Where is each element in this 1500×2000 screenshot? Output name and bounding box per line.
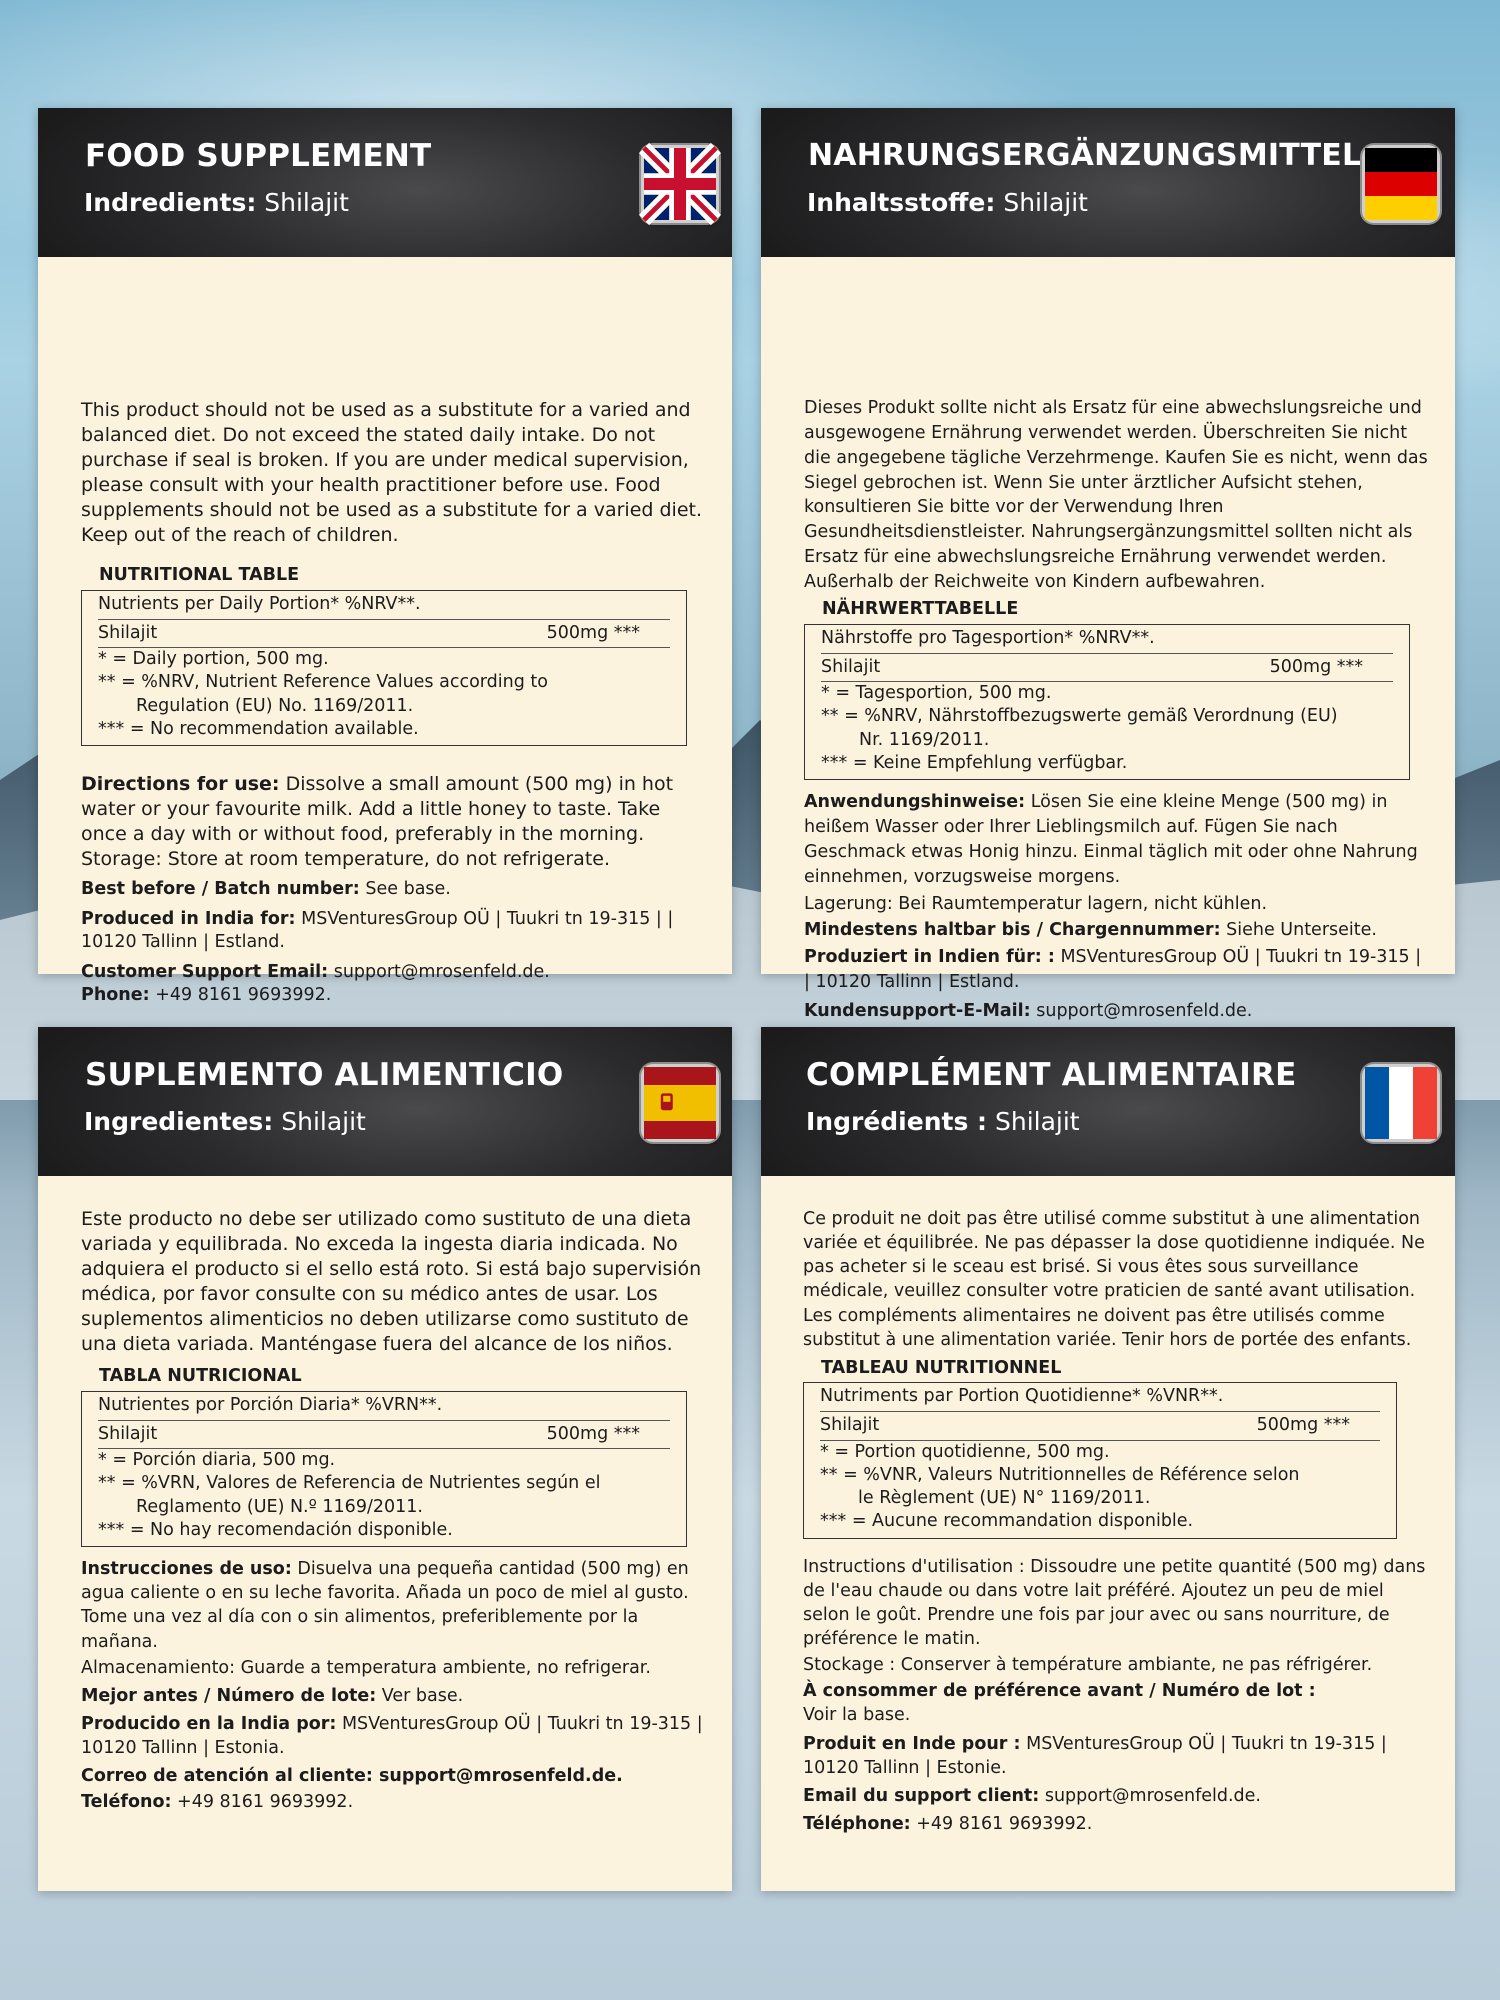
best-before-text <box>81 1684 708 1708</box>
label-card-french <box>761 1027 1455 1891</box>
table-row <box>98 1420 670 1449</box>
best-before-label: Best before / Batch number: <box>81 879 360 900</box>
footnote: * = Portion quotidienne, 500 mg. <box>820 1441 1110 1462</box>
support-email-label: Email du support client: <box>803 1785 1040 1806</box>
row-value: 500mg *** <box>1256 1415 1350 1436</box>
card-header <box>761 108 1455 257</box>
spanish-flag-icon <box>644 1067 716 1139</box>
producer-text <box>81 908 708 955</box>
row-name: Shilajit <box>98 622 158 643</box>
label-card-spanish <box>38 1027 732 1891</box>
producer-value: MSVenturesGroup OÜ | Tuukri tn 19-315 | 10120 Tallinn | Estonie. <box>803 1733 1387 1778</box>
directions-label: Instrucciones de uso: <box>81 1559 292 1580</box>
nutrition-table-header: Nutrientes por Porción Diaria* %VRN**. <box>98 1394 443 1415</box>
footnote: * = Porción diaria, 500 mg. <box>98 1450 336 1471</box>
phone-value: +49 8161 9693992. <box>171 1792 354 1813</box>
producer-label: Produit en Inde pour : <box>803 1733 1021 1754</box>
footnote-continued: Regulation (EU) No. 1169/2011. <box>136 695 414 716</box>
card-title: NAHRUNGSERGÄNZUNGSMITTEL <box>808 138 1362 173</box>
nutrition-table-header: Nährstoffe pro Tagesportion* %NRV**. <box>821 627 1155 648</box>
card-header <box>761 1027 1455 1176</box>
producer-value: MSVenturesGroup OÜ | Tuukri tn 19-315 | | 10120 Tallinn | Estland. <box>804 947 1422 993</box>
card-title: SUPLEMENTO ALIMENTICIO <box>85 1057 564 1093</box>
nutrition-table-header: Nutriments par Portion Quotidienne* %VNR**. <box>820 1385 1224 1406</box>
ingredients-value: Shilajit <box>987 1107 1080 1136</box>
card-title: FOOD SUPPLEMENT <box>85 138 432 174</box>
footnote: * = Tagesportion, 500 mg. <box>821 683 1052 704</box>
label-card-english <box>38 108 732 1006</box>
warning-text: This product should not be used as a substitute for a varied and balanced diet. Do not exceed the stated daily intake. Do not purchase if seal is broken. If you are under medical supervision, please consult with your health practitioner before use. Food supplements should not be used as a substitute for a varied diet. Keep out of the reach of children. <box>81 399 703 547</box>
nutrition-table <box>81 1391 687 1548</box>
directions-value: Instructions d'utilisation : Dissoudre une petite quantité (500 mg) dans de l'eau chaude ou dans votre lait préféré. Ajoutez un peu de miel selon le goût. Prendre une fois par jour avec ou sans nourriture, de préférence le matin. <box>803 1556 1426 1649</box>
row-value: 500mg *** <box>546 1423 640 1444</box>
best-before-text <box>81 878 708 901</box>
footnote-continued: Nr. 1169/2011. <box>859 729 990 750</box>
best-before-label: Mejor antes / Número de lote: <box>81 1685 377 1706</box>
support-email-text <box>803 1784 1431 1808</box>
producer-text <box>81 1712 708 1760</box>
card-header <box>38 108 732 257</box>
storage-text: Storage: Store at room temperature, do not refrigerate. <box>81 848 610 871</box>
row-name: Shilajit <box>821 656 881 677</box>
support-email-value: support@mrosenfeld.de. <box>1030 1000 1253 1021</box>
table-row <box>820 1411 1380 1440</box>
phone-text <box>81 1790 708 1814</box>
footnote: * = Daily portion, 500 mg. <box>98 649 329 670</box>
support-email-label: Correo de atención al cliente: support@mrosenfeld.de. <box>81 1766 623 1787</box>
storage-text: Lagerung: Bei Raumtemperatur lagern, nicht kühlen. <box>804 893 1268 914</box>
phone-text <box>81 984 708 1007</box>
support-email-text <box>81 1764 708 1788</box>
producer-text <box>803 1732 1431 1780</box>
nutrition-table-title: NUTRITIONAL TABLE <box>99 565 300 586</box>
directions-label: Directions for use: <box>81 773 280 796</box>
footnote: ** = %VRN, Valores de Referencia de Nutrientes según el <box>98 1473 601 1494</box>
footnote-continued: Reglamento (UE) N.º 1169/2011. <box>136 1496 423 1517</box>
storage-text: Stockage : Conserver à température ambiante, ne pas réfrigérer. <box>803 1655 1373 1676</box>
warning-text: Este producto no debe ser utilizado como sustituto de una dieta variada y equilibrada. No exceda la ingesta diaria indicada. No adquiera el producto si el sello está roto. Si está bajo supervisión médica, por favor consulte con su médico antes de usar. Los suplementos alimenticios no deben utilizarse como sustituto de una dieta variada. Manténgase fuera del alcance de los niños. <box>81 1208 702 1356</box>
storage-text: Almacenamiento: Guarde a temperatura ambiente, no refrigerar. <box>81 1657 651 1678</box>
support-email-text <box>804 999 1431 1024</box>
support-email-label: Kundensupport-E-Mail: <box>804 1000 1031 1021</box>
ingredients-value: Shilajit <box>256 188 349 217</box>
phone-label: Teléfono: <box>81 1792 172 1813</box>
table-row <box>98 619 670 648</box>
support-email-label: Customer Support Email: <box>81 961 329 982</box>
best-before-label: Mindestens haltbar bis / Chargennummer: <box>804 920 1221 941</box>
nutrition-table-title: NÄHRWERTTABELLE <box>822 598 1019 619</box>
nutrition-table <box>804 624 1410 781</box>
ingredients-label: Ingredientes: <box>84 1107 274 1136</box>
producer-label: Produced in India for: <box>81 908 296 929</box>
best-before-value: Voir la base. <box>803 1705 911 1726</box>
directions-text <box>81 1557 708 1654</box>
ingredients-value: Shilajit <box>273 1107 366 1136</box>
best-before-value: Ver base. <box>376 1685 464 1706</box>
uk-flag-icon <box>644 148 716 220</box>
producer-text <box>804 945 1431 995</box>
directions-text <box>81 772 708 847</box>
ingredients-label: Inhaltsstoffe: <box>807 188 996 217</box>
ingredients-line <box>806 1107 1080 1136</box>
row-name: Shilajit <box>98 1423 158 1444</box>
directions-label: Anwendungshinweise: <box>804 792 1026 813</box>
warning-text: Ce produit ne doit pas être utilisé comme substitut à une alimentation variée et équilibrée. Ne pas dépasser la dose quotidienne indiquée. Ne pas acheter si le sceau est brisé. Si vous êtes sous surveillance médicale, veuillez consulter votre praticien de santé avant utilisation. Les compléments alimentaires ne doivent pas être utilisés comme substitut à une alimentation variée. Tenir hors de portée des enfants. <box>803 1209 1425 1350</box>
card-body <box>804 396 1431 1055</box>
best-before-label: À consommer de préférence avant / Numéro de lot : <box>803 1681 1316 1702</box>
nutrition-table-title: TABLA NUTRICIONAL <box>99 1366 302 1387</box>
footnote: ** = %NRV, Nutrient Reference Values according to <box>98 672 548 693</box>
card-header <box>38 1027 732 1176</box>
producer-label: Produziert in Indien für: : <box>804 947 1055 968</box>
card-title: COMPLÉMENT ALIMENTAIRE <box>806 1057 1297 1093</box>
ingredients-value: Shilajit <box>995 188 1088 217</box>
best-before-value: See base. <box>359 879 451 900</box>
german-flag-icon <box>1365 148 1437 220</box>
card-body <box>803 1207 1431 1842</box>
nutrition-table <box>81 590 687 747</box>
nutrition-table <box>803 1382 1397 1539</box>
french-flag-icon <box>1365 1067 1437 1139</box>
footnote-continued: le Règlement (UE) N° 1169/2011. <box>858 1488 1151 1509</box>
nutrition-table-title: TABLEAU NUTRITIONNEL <box>821 1357 1062 1378</box>
row-name: Shilajit <box>820 1415 880 1436</box>
support-email-text <box>81 961 708 984</box>
card-body <box>81 398 708 1014</box>
footnote: *** = No hay recomendación disponible. <box>98 1519 453 1540</box>
directions-text <box>804 790 1431 889</box>
table-row <box>821 653 1393 682</box>
warning-text: Dieses Produkt sollte nicht als Ersatz für eine abwechslungsreiche und ausgewogene Ernährung verwendet werden. Überschreiten Sie nicht die angegebene tägliche Verzehrmenge. Kaufen Sie es nicht, wenn das Siegel gebrochen ist. Wenn Sie unter ärztlicher Aufsicht stehen, konsultieren Sie bitte vor der Verwendung Ihren Gesundheitsdienstleister. Nahrungsergänzungsmittel sollten nicht als Ersatz für eine abwechslungsreiche Ernährung verwendet werden. Außerhalb der Reichweite von Kindern aufbewahren. <box>804 398 1428 592</box>
footnote: *** = No recommendation available. <box>98 718 419 739</box>
phone-label: Phone: <box>81 985 150 1006</box>
card-body <box>81 1207 708 1821</box>
support-email-value: support@mrosenfeld.de. <box>328 961 550 982</box>
ingredients-line <box>84 1107 366 1136</box>
footnote: ** = %NRV, Nährstoffbezugswerte gemäß Verordnung (EU) <box>821 706 1338 727</box>
directions-text <box>803 1555 1431 1652</box>
support-email-value: support@mrosenfeld.de. <box>1039 1785 1261 1806</box>
phone-label: Téléphone: <box>803 1813 911 1834</box>
nutrition-table-header: Nutrients per Daily Portion* %NRV**. <box>98 593 421 614</box>
phone-value: +49 8161 9693992. <box>149 985 332 1006</box>
row-value: 500mg *** <box>1269 656 1363 677</box>
directions-value: Disuelva una pequeña cantidad (500 mg) en agua caliente o en su leche favorita. Añada un poco de miel al gusto. Tome una vez al día con o sin alimentos, preferiblemente por la mañana. <box>81 1559 689 1652</box>
best-before-text <box>804 918 1431 943</box>
footnote: ** = %VNR, Valeurs Nutritionnelles de Référence selon <box>820 1464 1300 1485</box>
footnote: *** = Keine Empfehlung verfügbar. <box>821 752 1128 773</box>
footnote: *** = Aucune recommandation disponible. <box>820 1511 1194 1532</box>
label-card-german <box>761 108 1455 1021</box>
ingredients-line <box>807 188 1088 217</box>
row-value: 500mg *** <box>546 622 640 643</box>
producer-value: MSVenturesGroup OÜ | Tuukri tn 19-315 | 10120 Tallinn | Estonia. <box>81 1714 703 1759</box>
ingredients-label: Indredients: <box>84 188 257 217</box>
best-before-value: Siehe Unterseite. <box>1220 920 1377 941</box>
directions-value: Lösen Sie eine kleine Menge (500 mg) in heißem Wasser oder Ihrer Lieblingsmilch auf. Fügen Sie nach Geschmack etwas Honig hinzu. Einmal täglich mit oder ohne Nahrung einnehmen, vorzugsweise morgens. <box>804 792 1418 887</box>
producer-value: MSVenturesGroup OÜ | Tuukri tn 19-315 | | 10120 Tallinn | Estland. <box>81 908 674 953</box>
ingredients-label: Ingrédients : <box>806 1107 988 1136</box>
directions-value: Dissolve a small amount (500 mg) in hot water or your favourite milk. Add a little honey to taste. Take once a day with or without food, preferably in the morning. <box>81 773 674 846</box>
phone-value: +49 8161 9693992. <box>910 1813 1093 1834</box>
producer-label: Producido en la India por: <box>81 1714 337 1734</box>
phone-text <box>803 1812 1431 1836</box>
ingredients-line <box>84 188 349 217</box>
best-before-text <box>803 1679 1431 1727</box>
